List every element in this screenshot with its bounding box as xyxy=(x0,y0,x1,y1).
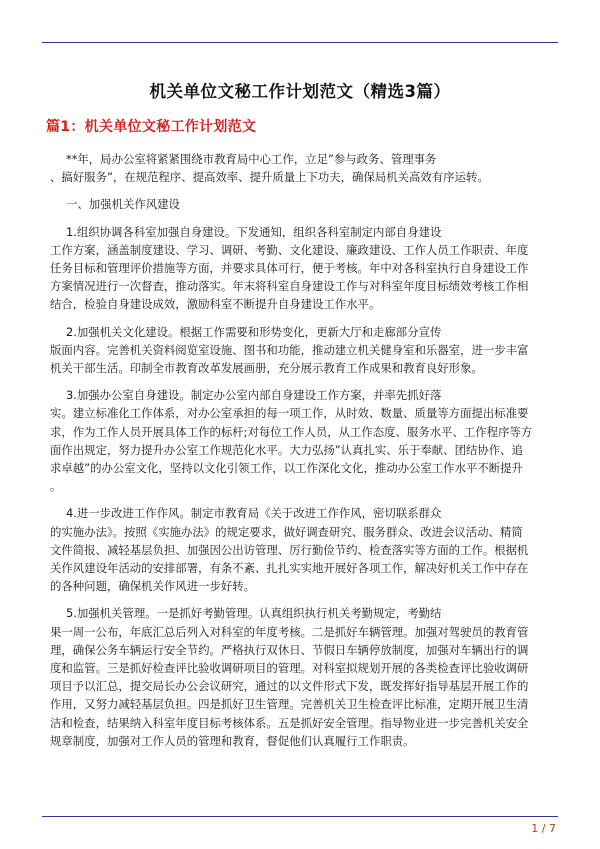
paragraph-item-1 xyxy=(50,223,556,314)
paragraph-line: 文件简报、减轻基层负担、加强因公出访管理、厉行勤俭节约、检查落实等方面的工作。根据机 xyxy=(50,542,529,557)
paragraph-line: 面作出规定，努力提升办公室工作规范化水平。大力弘扬”认真扎实、乐于奉献、团结协作、追 xyxy=(50,442,523,457)
paragraph-line: 关作风建设年活动的安排部署，有条不紊、扎扎实实地开展好各项工作，解决好机关工作中存在 xyxy=(50,561,529,576)
paragraph-line: 洁和检查，结果纳入科室年度目标考核体系。五是抓好安全管理。指导物业进一步完善机关安全 xyxy=(50,715,529,730)
subheading-line: 一、加强机关作风建设 xyxy=(66,197,180,212)
header-rule xyxy=(42,42,558,43)
paragraph-line: 结合，检验自身建设成效，激励科室不断提升自身建设工作水平。 xyxy=(50,297,381,312)
paragraph-line: 任务目标和管理评价措施等方面，并要求具体可行，便于考核。年中对各科室执行自身建设工作 xyxy=(50,261,529,276)
paragraph-line: **年，局办公室将紧紧围绕市教育局中心工作，立足”参与政务、管理事务 xyxy=(66,152,437,166)
paragraph-line: 5.加强机关管理。一是抓好考勤管理。认真组织执行机关考勤规定，考勤结 xyxy=(66,606,442,621)
paragraph-line: 实。建立标准化工作体系，对办公室承担的每一项工作，从时效、数量、质量等方面提出标准要 xyxy=(50,406,529,421)
paragraph-subheading xyxy=(50,195,556,213)
paragraph-item-5 xyxy=(50,604,556,750)
paragraph-line: 2.加强机关文化建设。根据工作需要和形势变化，更新大厅和走廊部分宣传 xyxy=(66,324,442,339)
paragraph-line: 的实施办法》。按照《实施办法》的规定要求，做好调查研究、服务群众、改进会议活动、精简 xyxy=(50,524,523,539)
paragraph-line: 作用，又努力减轻基层负担。四是抓好卫生管理。完善机关卫生检查评比标准，定期开展卫生清 xyxy=(50,697,529,712)
paragraph-line: 方案情况进行一次督查，推动落实。年末将科室自身建设工作与对科室年度目标绩效考核工作相 xyxy=(50,279,529,294)
paragraph-line: 项目予以汇总，提交局长办公会议研究，通过的以文件形式下发，既发挥好指导基层开展工作的 xyxy=(50,679,529,694)
paragraph-line: 工作方案，涵盖制度建设、学习、调研、考勤、文化建设、廉政建设、工作人员工作职责、年度 xyxy=(50,242,529,257)
paragraph-intro xyxy=(50,150,556,186)
section-heading: 篇1：机关单位文秘工作计划范文 xyxy=(46,119,257,135)
paragraph-line: 的各种问题，确保机关作风进一步好转。 xyxy=(50,579,256,594)
footer-rule xyxy=(42,816,558,817)
paragraph-line: 求卓越”的办公室文化，坚持以文化引领工作，以工作深化文化，推动办公室工作水平不断提升 xyxy=(50,461,523,476)
paragraph-line: 度和监管。三是抓好检查评比验收调研项目的管理。对科室拟规划开展的各类检查评比验收调研 xyxy=(50,661,529,676)
paragraph-line: 理，确保公务车辆运行安全节约。严格执行双休日、节假日车辆停放制度，加强对车辆出行的调 xyxy=(50,642,529,657)
paragraph-line: 版面内容。完善机关资料阅览室设施、图书和功能，推动建立机关健身室和乐器室，进一步丰富 xyxy=(50,342,529,357)
paragraph-item-3 xyxy=(50,386,556,495)
paragraph-line: 3.加强办公室自身建设。制定办公室内部自身建设工作方案，并率先抓好落 xyxy=(66,388,442,403)
paragraph-line: 果一周一公布，年底汇总后列入对科室的年度考核。二是抓好车辆管理。加强对驾驶员的教育管 xyxy=(50,624,529,639)
document-title: 机关单位文秘工作计划范文（精选3篇） xyxy=(149,82,451,101)
paragraph-line: 机关干部生活。印制全市教育改革发展画册，充分展示教育工作成果和教育良好形象。 xyxy=(50,361,483,376)
paragraph-line: 求，作为工作人员开展具体工作的标杆;对每位工作人员，从工作态度、服务水平、工作程序等方 xyxy=(50,424,533,439)
paragraph-line: 4.进一步改进工作作风。制定市教育局《关于改进工作作风，密切联系群众 xyxy=(66,506,442,521)
paragraph-line: 1.组织协调各科室加强自身建设。下发通知，组织各科室制定内部自身建设 xyxy=(66,224,442,239)
paragraph-line: 、搞好服务”，在规范程序、提高效率、提升质量上下功夫，确保局机关高效有序运转。 xyxy=(50,170,489,185)
paragraph-item-4 xyxy=(50,504,556,595)
paragraph-line: 。 xyxy=(50,479,62,494)
paragraph-line: 规章制度，加强对工作人员的管理和教育，督促他们认真履行工作职责。 xyxy=(50,733,415,748)
page-number: 1 / 7 xyxy=(531,822,556,835)
paragraph-item-2 xyxy=(50,323,556,378)
document-body xyxy=(50,150,556,759)
